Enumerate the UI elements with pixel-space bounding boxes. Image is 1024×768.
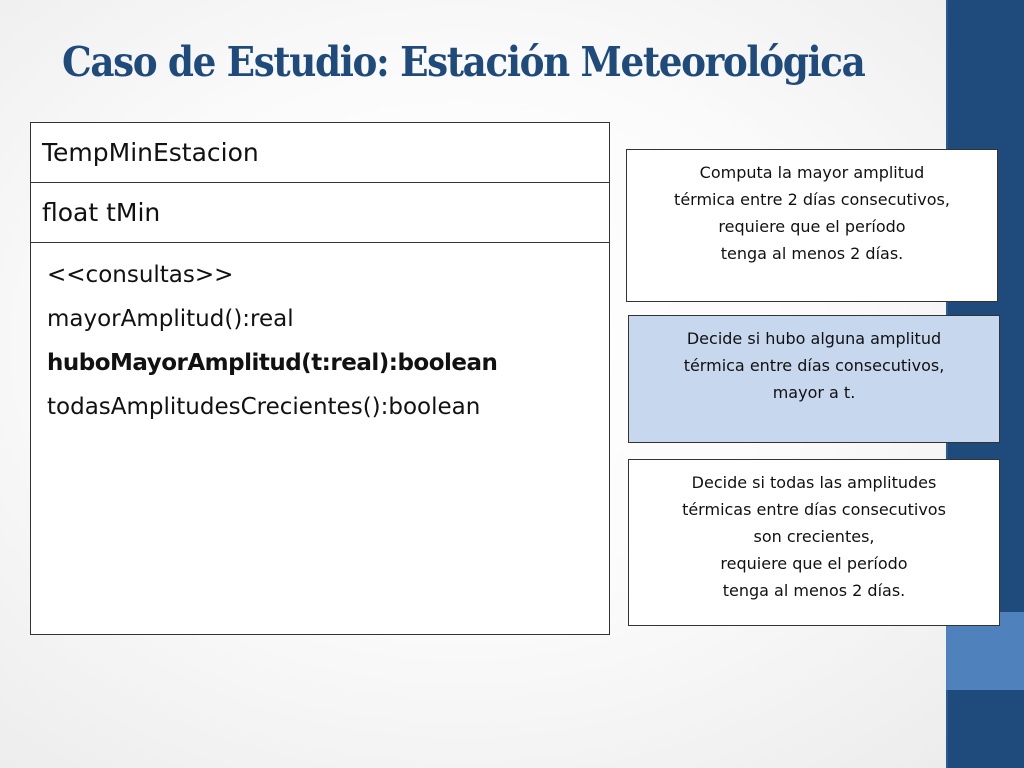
uml-class-name: TempMinEstacion bbox=[31, 123, 609, 183]
uml-class-box bbox=[30, 122, 610, 635]
note-line: mayor a t. bbox=[772, 383, 856, 402]
note-hubo-mayor-amplitud bbox=[628, 315, 1000, 443]
uml-operation-highlighted: huboMayorAmplitud(t:real):boolean bbox=[47, 350, 498, 376]
note-line: térmica entre 2 días consecutivos, bbox=[674, 190, 950, 209]
slide-title: Caso de Estudio: Estación Meteorológica bbox=[62, 38, 865, 86]
note-line: Decide si hubo alguna amplitud bbox=[686, 329, 942, 348]
uml-operation: todasAmplitudesCrecientes():boolean bbox=[47, 394, 481, 420]
uml-class-operations bbox=[31, 243, 609, 435]
note-line: requiere que el período bbox=[718, 217, 906, 236]
uml-class-attribute: float tMin bbox=[31, 183, 609, 243]
note-line: Computa la mayor amplitud bbox=[699, 163, 925, 182]
note-todas-amplitudes-crecientes bbox=[628, 459, 1000, 626]
uml-operation: mayorAmplitud():real bbox=[47, 306, 294, 332]
uml-stereotype: <<consultas>> bbox=[47, 262, 234, 288]
note-line: son crecientes, bbox=[753, 527, 875, 546]
note-line: térmicas entre días consecutivos bbox=[682, 500, 946, 519]
note-mayor-amplitud bbox=[626, 149, 998, 302]
note-line: tenga al menos 2 días. bbox=[720, 244, 904, 263]
note-line: tenga al menos 2 días. bbox=[722, 581, 906, 600]
note-line: requiere que el período bbox=[720, 554, 908, 573]
note-line: térmica entre días consecutivos, bbox=[683, 356, 945, 375]
note-line: Decide si todas las amplitudes bbox=[691, 473, 937, 492]
